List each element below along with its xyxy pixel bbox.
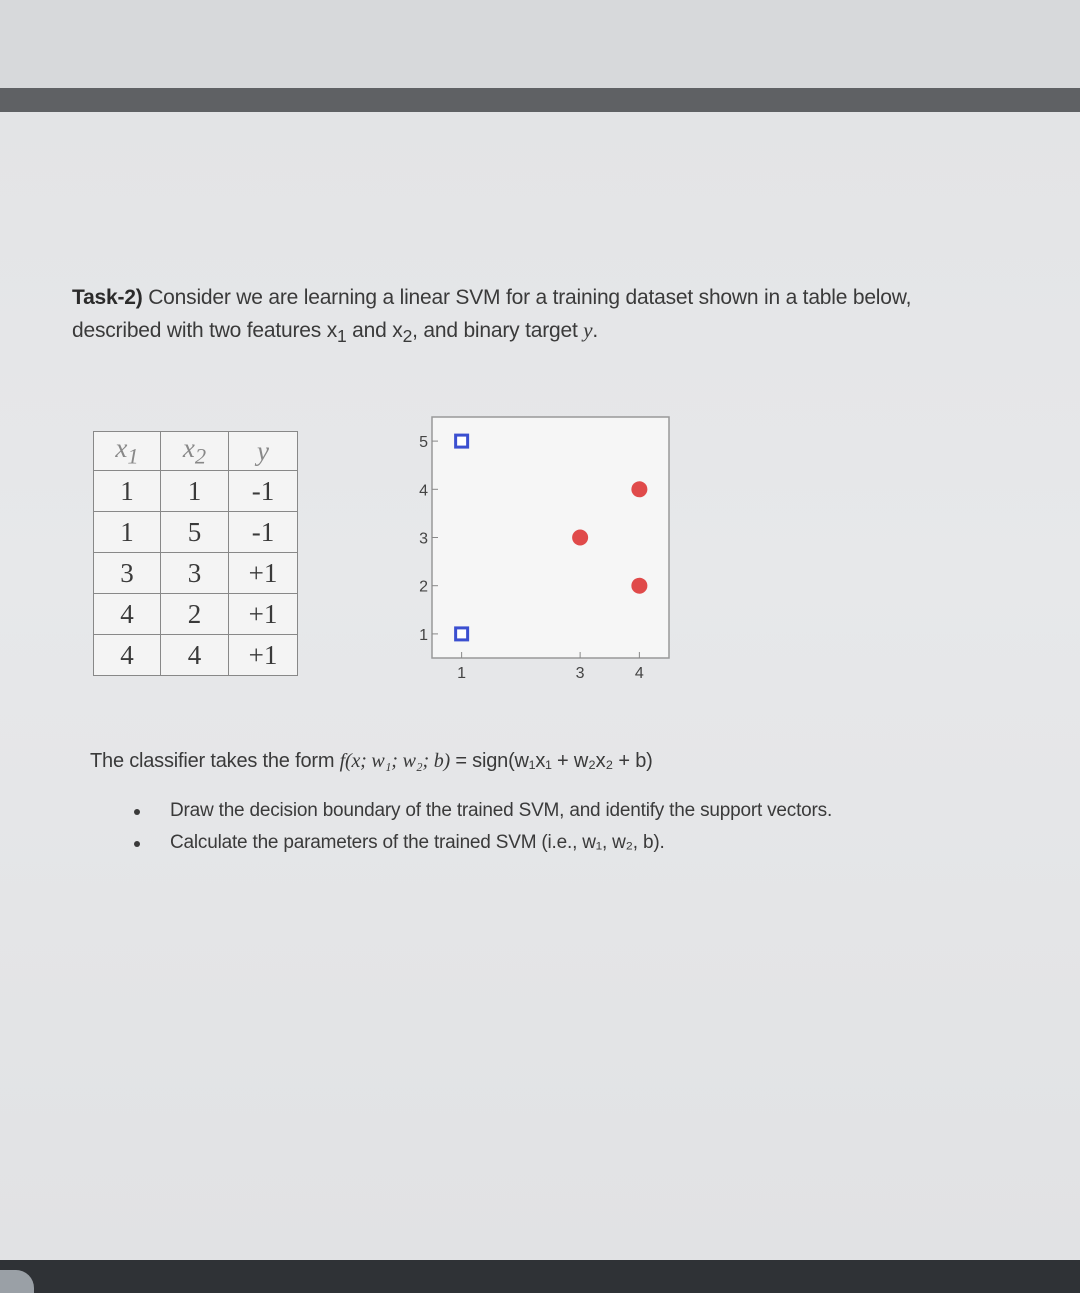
table-row — [94, 553, 298, 594]
table-row — [94, 471, 298, 512]
y-tick-label: 1 — [419, 626, 428, 644]
y-tick-label: 4 — [419, 482, 428, 500]
table-row — [94, 635, 298, 676]
task-label: Task-2) — [72, 286, 143, 309]
positive-point — [572, 530, 588, 546]
cell: -1 — [229, 512, 298, 553]
cell: 1 — [94, 512, 161, 553]
cell: 5 — [161, 512, 229, 553]
cell: 3 — [94, 553, 161, 594]
y-tick-label: 5 — [419, 434, 428, 452]
cell: 2 — [161, 594, 229, 635]
cell: 4 — [161, 635, 229, 676]
header-x2: $x_2$ — [161, 432, 229, 471]
dataset-table — [93, 431, 298, 676]
table-row — [94, 594, 298, 635]
cell: +1 — [229, 635, 298, 676]
classifier-form — [90, 750, 653, 773]
list-item: Draw the decision boundary of the trained SVM, and identify the support vectors. — [128, 795, 832, 827]
x-tick-label: 4 — [634, 665, 644, 682]
positive-point — [631, 481, 647, 497]
positive-point — [631, 578, 647, 594]
target-variable: y — [583, 318, 593, 342]
plot-frame — [432, 417, 669, 658]
subscript: 2 — [402, 326, 413, 347]
cell: 1 — [161, 471, 229, 512]
header-y: y — [229, 432, 298, 471]
subscript: 1 — [127, 443, 139, 469]
subscript: 2 — [194, 443, 207, 469]
task-line-2-part: , and binary target — [412, 319, 584, 342]
task-paragraph — [72, 282, 1012, 352]
question-list — [128, 795, 832, 859]
formula-left: f(x; w₁; w₂; b) — [339, 750, 450, 772]
task-line-2-part: described with two features x — [72, 319, 337, 342]
subscript: 1 — [337, 326, 347, 347]
window-band — [0, 88, 1080, 112]
negative-point — [456, 628, 468, 640]
cell: 1 — [94, 471, 161, 512]
task-line-1: Consider we are learning a linear SVM for a training dataset shown in a table below, — [148, 286, 912, 309]
cell: 3 — [161, 553, 229, 594]
header-x1: $x_1$ — [94, 432, 161, 471]
cell: +1 — [229, 553, 298, 594]
y-tick-label: 3 — [419, 530, 428, 548]
x-tick-label: 3 — [575, 665, 585, 682]
cell: -1 — [229, 471, 298, 512]
list-item: Calculate the parameters of the trained SVM (i.e., w₁, w₂, b). — [128, 827, 832, 859]
cell: 4 — [94, 635, 161, 676]
cell: +1 — [229, 594, 298, 635]
task-line-2-part: and x — [346, 319, 403, 342]
classifier-text: The classifier takes the form — [90, 750, 340, 772]
scatter-plot — [395, 408, 685, 693]
table-header-row — [94, 432, 298, 471]
table-row — [94, 512, 298, 553]
top-bar — [0, 0, 1080, 88]
x-tick-label: 1 — [457, 665, 467, 682]
formula-right: = sign(w₁x₁ + w₂x₂ + b) — [449, 750, 653, 772]
negative-point — [456, 435, 468, 447]
y-tick-label: 2 — [419, 578, 428, 596]
task-line-2-part: . — [592, 319, 598, 342]
taskbar — [0, 1260, 1080, 1293]
cell: 4 — [94, 594, 161, 635]
